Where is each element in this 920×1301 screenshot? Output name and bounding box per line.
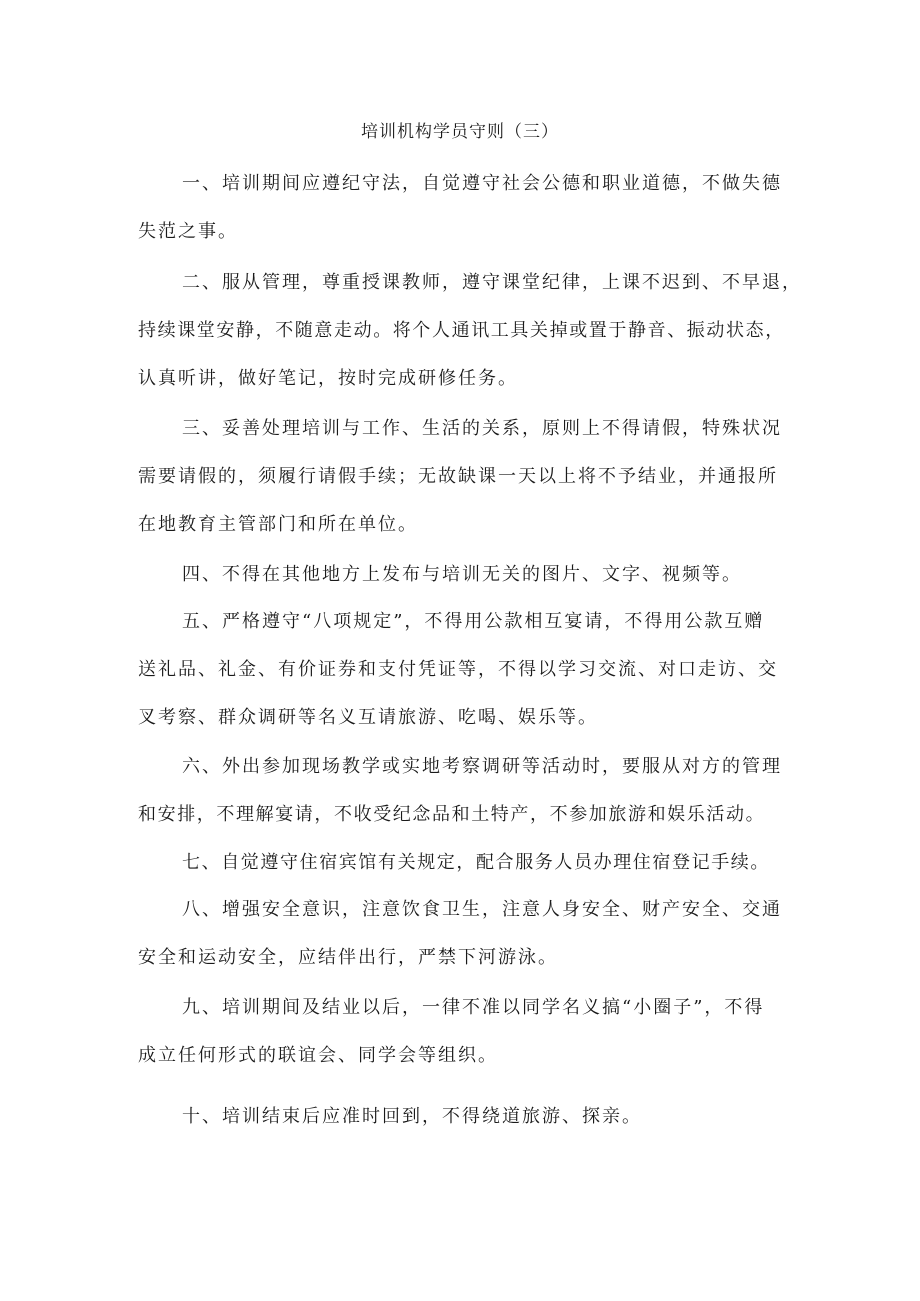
paragraph-5-line-2: 送礼品、礼金、有价证券和支付凭证等，不得以学习交流、对口走访、交 <box>138 659 778 680</box>
paragraph-2-line-2: 持续课堂安静，不随意走动。将个人通讯工具关掉或置于静音、振动状态， <box>138 320 785 341</box>
paragraph-9-line-1: 九、培训期间及结业以后，一律不准以同学名义搞“小圈子”，不得 <box>182 997 765 1018</box>
paragraph-6-line-2: 和安排，不理解宴请，不收受纪念品和土特产，不参加旅游和娱乐活动。 <box>138 804 766 825</box>
paragraph-2-line-3: 认真听讲，做好笔记，按时完成研修任务。 <box>138 368 518 389</box>
paragraph-9-line-2: 成立任何形式的联谊会、同学会等组织。 <box>138 1045 498 1066</box>
paragraph-5-line-3: 叉考察、群众调研等名义互请旅游、吃喝、娱乐等。 <box>138 707 598 728</box>
paragraph-1-line-2: 失范之事。 <box>138 221 238 242</box>
paragraph-1-line-1: 一、培训期间应遵纪守法，自觉遵守社会公德和职业道德，不做失德 <box>182 173 782 194</box>
paragraph-10-line-1: 十、培训结束后应准时回到，不得绕道旅游、探亲。 <box>182 1106 642 1127</box>
paragraph-4-line-1: 四、不得在其他地方上发布与培训无关的图片、文字、视频等。 <box>182 564 742 585</box>
document-title: 培训机构学员守则（三） <box>361 122 559 142</box>
paragraph-8-line-2: 安全和运动安全，应结伴出行，严禁下河游泳。 <box>138 947 558 968</box>
paragraph-3-line-2: 需要请假的，须履行请假手续；无故缺课一天以上将不予结业，并通报所 <box>138 466 778 487</box>
paragraph-3-line-1: 三、妥善处理培训与工作、生活的关系，原则上不得请假，特殊状况 <box>182 418 782 439</box>
paragraph-5-line-1: 五、严格遵守“八项规定”，不得用公款相互宴请，不得用公款互赠 <box>182 611 765 632</box>
paragraph-3-line-3: 在地教育主管部门和所在单位。 <box>138 514 418 535</box>
paragraph-2-line-1: 二、服从管理，尊重授课教师，遵守课堂纪律，上课不迟到、不早退， <box>182 272 802 293</box>
paragraph-8-line-1: 八、增强安全意识，注意饮食卫生，注意人身安全、财产安全、交通 <box>182 899 782 920</box>
paragraph-7-line-1: 七、自觉遵守住宿宾馆有关规定，配合服务人员办理住宿登记手续。 <box>182 852 770 873</box>
paragraph-6-line-1: 六、外出参加现场教学或实地考察调研等活动时，要服从对方的管理 <box>182 756 782 777</box>
